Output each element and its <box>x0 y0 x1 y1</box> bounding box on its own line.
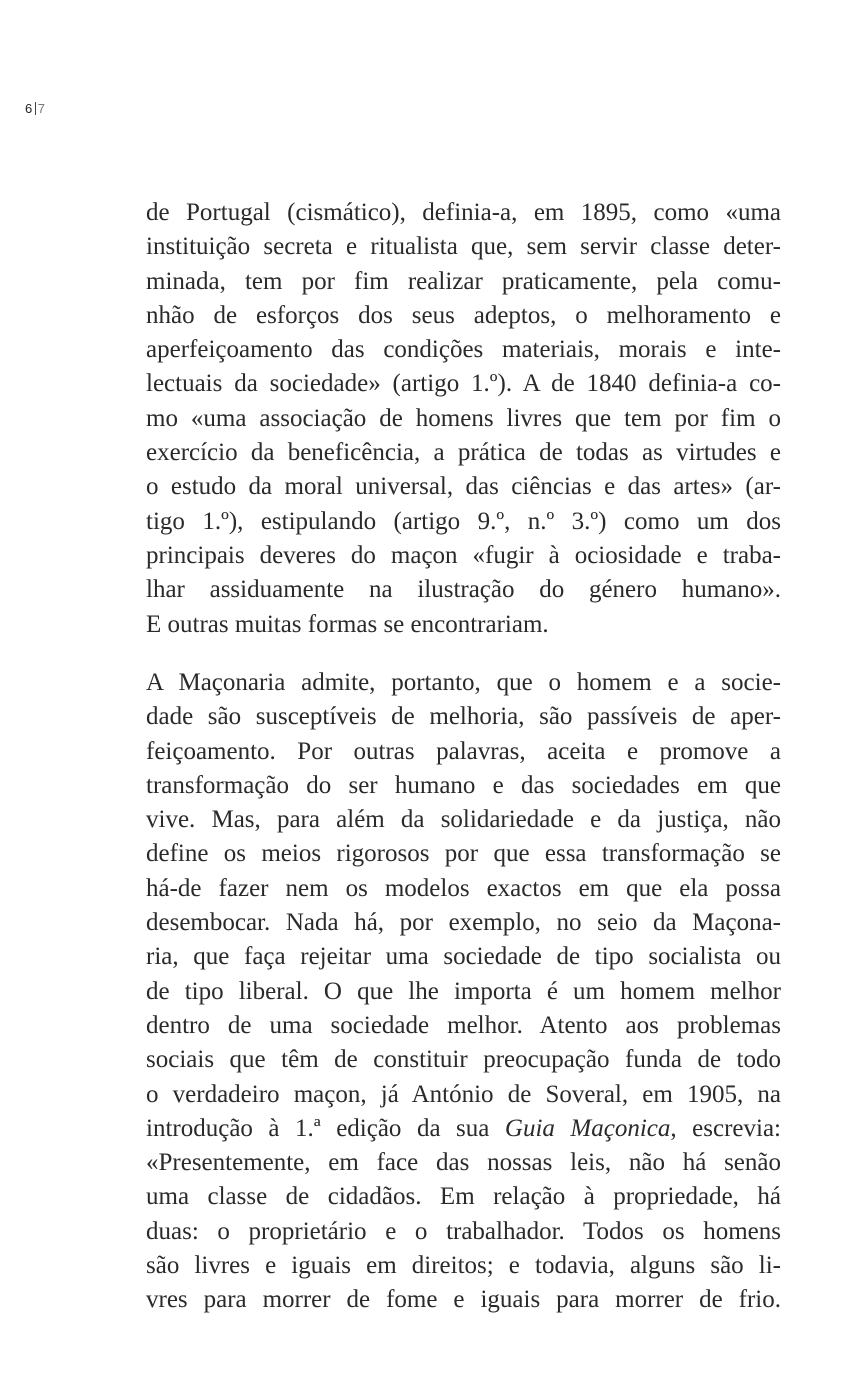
text-line: são livres e iguais em direitos; e todavia, alguns são li- <box>146 1252 781 1280</box>
text-line: exercício da beneficência, a prática de todas as virtudes e <box>146 439 781 467</box>
paragraph-1 <box>146 196 781 642</box>
text-line: A Maçonaria admite, portanto, que o homem e a socie- <box>146 669 781 696</box>
text-line: mo «uma associação de homens livres que tem por fim o <box>146 404 781 432</box>
text-line: feiçoamento. Por outras palavras, aceita e promove a <box>146 737 781 765</box>
text-line: o estudo da moral universal, das ciências e das artes» (ar- <box>146 473 781 501</box>
text-line: lectuais da sociedade» (artigo 1.º). A de 1840 definia-a co- <box>146 370 781 398</box>
text-line: vres para morrer de fome e iguais para morrer de frio. <box>146 1286 781 1314</box>
page-number-current: 6 <box>25 101 33 116</box>
paragraph-2 <box>146 666 781 1318</box>
text-line: E outras muitas formas se encontrariam. <box>146 610 549 638</box>
text-line: dade são susceptíveis de melhoria, são passíveis de aper- <box>146 703 781 731</box>
text-line: o verdadeiro maçon, já António de Soveral, em 1905, na <box>146 1080 781 1108</box>
text-line: de Portugal (cismático), definia-a, em 1895, como «uma <box>146 199 781 226</box>
text-line: há-de fazer nem os modelos exactos em que ela possa <box>146 874 781 902</box>
text-line: aperfeiçoamento das condições materiais, morais e inte- <box>146 336 781 364</box>
text-line: tigo 1.º), estipulando (artigo 9.º, n.º 3.º) como um dos <box>146 507 781 535</box>
text-line-with-title <box>146 1112 781 1146</box>
page-number <box>25 101 45 116</box>
text-line: de tipo liberal. O que lhe importa é um homem melhor <box>146 977 781 1005</box>
text-line: desembocar. Nada há, por exemplo, no seio da Maçona- <box>146 909 781 937</box>
text-line: minada, tem por fim realizar praticamente, pela comu- <box>146 267 781 295</box>
text-line: principais deveres do maçon «fugir à ociosidade e traba- <box>146 541 781 569</box>
text-line: dentro de uma sociedade melhor. Atento aos problemas <box>146 1011 781 1039</box>
page-number-next: 7 <box>37 101 46 116</box>
text-line: instituição secreta e ritualista que, sem servir classe deter- <box>146 233 781 261</box>
text-line: define os meios rigorosos por que essa transformação se <box>146 840 781 868</box>
page-number-divider <box>35 102 36 115</box>
text-segment: introdução à 1.ª edição da sua <box>146 1114 505 1142</box>
text-line: duas: o proprietário e o trabalhador. Todos os homens <box>146 1217 781 1245</box>
text-line: lhar assiduamente na ilustração do género humano». <box>146 576 781 604</box>
text-line: uma classe de cidadãos. Em relação à propriedade, há <box>146 1183 781 1211</box>
text-line: ria, que faça rejeitar uma sociedade de tipo socialista ou <box>146 943 781 971</box>
book-title: Guia Maçonica <box>504 1114 671 1142</box>
text-line: «Presentemente, em face das nossas leis, não há senão <box>146 1149 781 1177</box>
text-line: vive. Mas, para além da solidariedade e da justiça, não <box>146 806 781 834</box>
text-line: nhão de esforços dos seus adeptos, o melhoramento e <box>146 301 781 329</box>
text-segment: , escrevia: <box>670 1114 781 1142</box>
text-line: transformação do ser humano e das sociedades em que <box>146 771 781 799</box>
text-line: sociais que têm de constituir preocupação funda de todo <box>146 1046 781 1074</box>
